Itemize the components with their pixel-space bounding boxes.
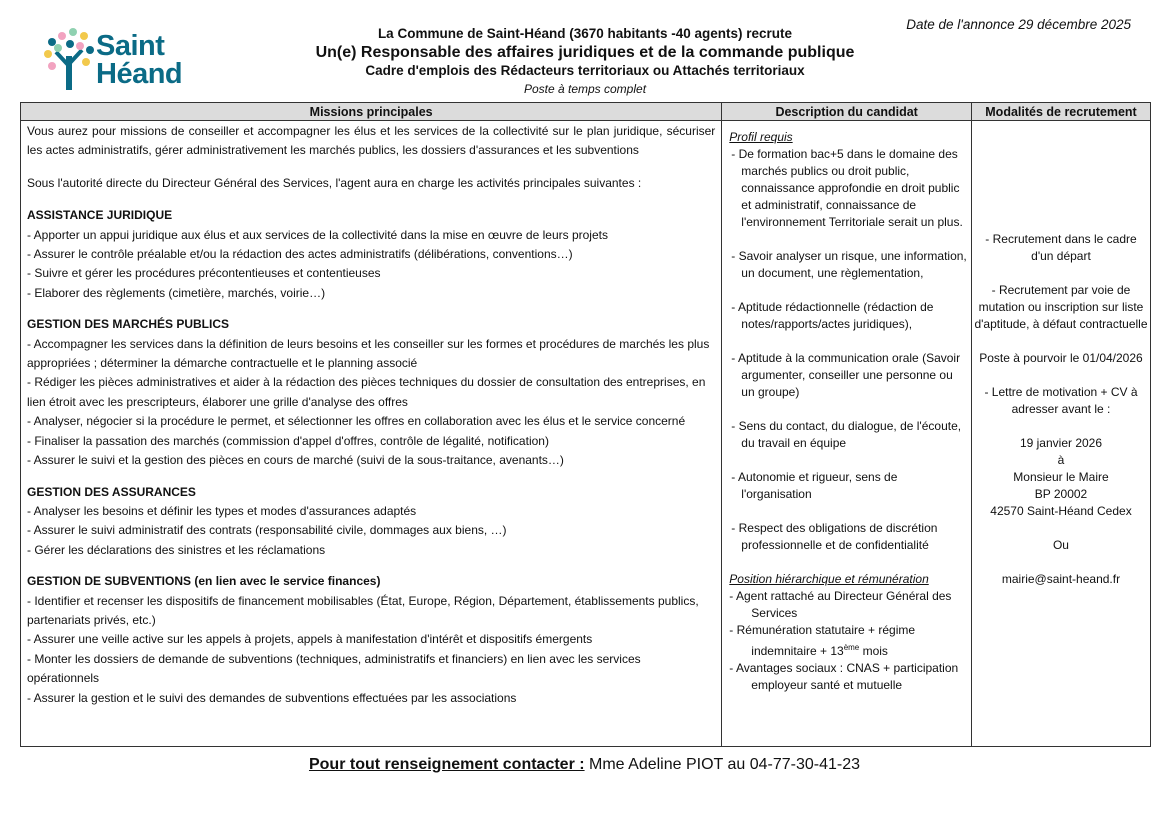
header-line-1: La Commune de Saint-Héand (3670 habitants -40 agents) recrute xyxy=(377,26,793,41)
mission-item: - Analyser, négocier si la procédure le permet, et sélectionner les offres en collaboration avec les élus et le service concerné xyxy=(27,414,686,429)
mission-item: - Assurer le contrôle préalable et/ou la rédaction des actes administratifs (délibérations, conventions…) xyxy=(27,247,573,262)
col-header-modalites: Modalités de recrutement xyxy=(971,103,1150,121)
announcement-date: Date de l'annonce 29 décembre 2025 xyxy=(906,17,1131,32)
mission-section xyxy=(27,572,715,708)
modalite-item: - Recrutement par voie de mutation ou inscription sur liste d'aptitude, à défaut contractuelle xyxy=(974,283,1148,331)
profil-item: - Savoir analyser un risque, une information, un document, une règlementation, xyxy=(731,249,967,280)
mission-item: - Assurer une veille active sur les appels à projets, appels à manifestation d'intérêt et dispositifs émergents xyxy=(27,632,593,647)
mission-section xyxy=(27,315,715,470)
address-line: BP 20002 xyxy=(1034,487,1088,501)
address-line: 42570 Saint-Héand Cedex xyxy=(990,504,1132,518)
start-date: Poste à pourvoir le 01/04/2026 xyxy=(979,351,1143,365)
col-header-missions: Missions principales xyxy=(21,103,722,121)
email-link[interactable]: mairie@saint-heand.fr xyxy=(1001,572,1121,586)
section-title: GESTION DE SUBVENTIONS (en lien avec le service finances) xyxy=(27,574,381,589)
profil-item: - De formation bac+5 dans le domaine des marchés publics ou droit public, connaissance approfondie en droit public et administratif, connaissance de l'environnement Territoriale serait un plus. xyxy=(731,147,963,229)
header-line-3: Cadre d'emplois des Rédacteurs territoriaux ou Attachés territoriaux xyxy=(365,63,805,78)
section-title: GESTION DES MARCHÉS PUBLICS xyxy=(27,317,230,332)
position-item xyxy=(729,622,967,660)
mission-item: - Suivre et gérer les procédures précontentieuses et contentieuses xyxy=(27,266,381,281)
or-text: Ou xyxy=(1052,538,1069,552)
mission-item: - Apporter un appui juridique aux élus et aux services de la collectivité dans la mise en œuvre de leurs projets xyxy=(27,227,608,242)
header-line-4: Poste à temps complet xyxy=(523,82,647,96)
deadline: 19 janvier 2026 xyxy=(1019,436,1103,450)
mission-section xyxy=(27,483,715,561)
missions-cell xyxy=(21,121,722,747)
section-title: ASSISTANCE JURIDIQUE xyxy=(27,208,173,223)
mission-item: - Assurer la gestion et le suivi des demandes de subventions effectuées par les associations xyxy=(27,690,517,705)
logo-text-heand: Héand xyxy=(96,58,183,90)
saint-heand-logo xyxy=(40,22,183,92)
remuneration-text: - Rémunération statutaire + régime indemnitaire + 13 xyxy=(729,623,916,658)
modalites-cell xyxy=(971,121,1150,747)
missions-intro: Vous aurez pour missions de conseiller et accompagner les élus et les services de la collectivité sur le plan juridique, sécuriser les actes administratifs, gérer administrativement les marchés publics, les dossiers d'assurances et les subventions xyxy=(27,124,716,158)
tree-logo-icon xyxy=(40,22,100,92)
mission-item: - Finaliser la passation des marchés (commission d'appel d'offres, contrôle de légalité, notification) xyxy=(27,433,549,448)
section-title: GESTION DES ASSURANCES xyxy=(27,484,196,499)
mission-item: - Gérer les déclarations des sinistres et les réclamations xyxy=(27,542,326,557)
profil-item: - Respect des obligations de discrétion professionnelle et de confidentialité xyxy=(731,521,938,552)
mission-item: - Monter les dossiers de demande de subventions (techniques, administratifs et financiers) en lien avec les services opérationnels xyxy=(27,651,641,686)
missions-intro-2: Sous l'autorité directe du Directeur Général des Services, l'agent aura en charge les activités principales suivantes : xyxy=(27,175,642,190)
contact-label: Pour tout renseignement contacter : xyxy=(308,756,585,773)
profil-item: - Sens du contact, du dialogue, de l'écoute, du travail en équipe xyxy=(731,419,962,450)
job-table xyxy=(20,102,1151,747)
mission-item: - Elaborer des règlements (cimetière, marchés, voirie…) xyxy=(27,285,326,300)
job-title: Un(e) Responsable des affaires juridiques et de la commande publique xyxy=(315,44,855,61)
mission-item: - Analyser les besoins et définir les types et modes d'assurances adaptés xyxy=(27,503,417,518)
profil-label: Profil requis xyxy=(729,130,793,144)
mission-item: - Identifier et recenser les dispositifs de financement mobilisables (État, Europe, Région, Département, établissements publics, partenariats privés, etc.) xyxy=(27,593,699,627)
profil-item: - Autonomie et rigueur, sens de l'organisation xyxy=(731,470,898,501)
address-line: Monsieur le Maire xyxy=(1013,470,1109,484)
superscript: ème xyxy=(843,643,860,652)
position-item: - Agent rattaché au Directeur Général des Services xyxy=(729,589,952,620)
mission-section xyxy=(27,206,715,303)
col-header-candidat: Description du candidat xyxy=(722,103,972,121)
mission-item: - Accompagner les services dans la définition de leurs besoins et les conseiller sur les formes et procédures de marchés les plus appropriées ; déterminer la démarche contractuelle et le planning associé xyxy=(27,336,710,371)
candidat-cell xyxy=(722,121,972,747)
position-item: - Avantages sociaux : CNAS + participation employeur santé et mutuelle xyxy=(729,661,959,692)
modalite-item: - Lettre de motivation + CV à adresser avant le : xyxy=(984,385,1138,416)
contact-text: Mme Adeline PIOT au 04-77-30-41-23 xyxy=(584,756,860,773)
logo-text-saint: Saint xyxy=(96,30,165,62)
mission-item: - Rédiger les pièces administratives et aider à la rédaction des pièces techniques du dossier de consultation des entreprises, en lien étroit avec les prescripteurs, élaborer une grille d'analyse des offres xyxy=(27,375,706,409)
position-label: Position hiérarchique et rémunération xyxy=(729,572,929,586)
profil-item: - Aptitude à la communication orale (Savoir argumenter, conseiller une personne ou un groupe) xyxy=(731,351,961,399)
mission-item: - Assurer le suivi et la gestion des pièces en cours de marché (suivi de la sous-traitance, avenants…) xyxy=(27,453,564,468)
profil-item: - Aptitude rédactionnelle (rédaction de notes/rapports/actes juridiques), xyxy=(731,300,934,331)
modalite-item: - Recrutement dans le cadre d'un départ xyxy=(985,232,1137,263)
mission-item: - Assurer le suivi administratif des contrats (responsabilité civile, dommages aux biens, …) xyxy=(27,523,507,538)
mois-text: mois xyxy=(859,644,888,658)
contact-line xyxy=(0,756,1169,774)
address-line: à xyxy=(1057,453,1065,467)
